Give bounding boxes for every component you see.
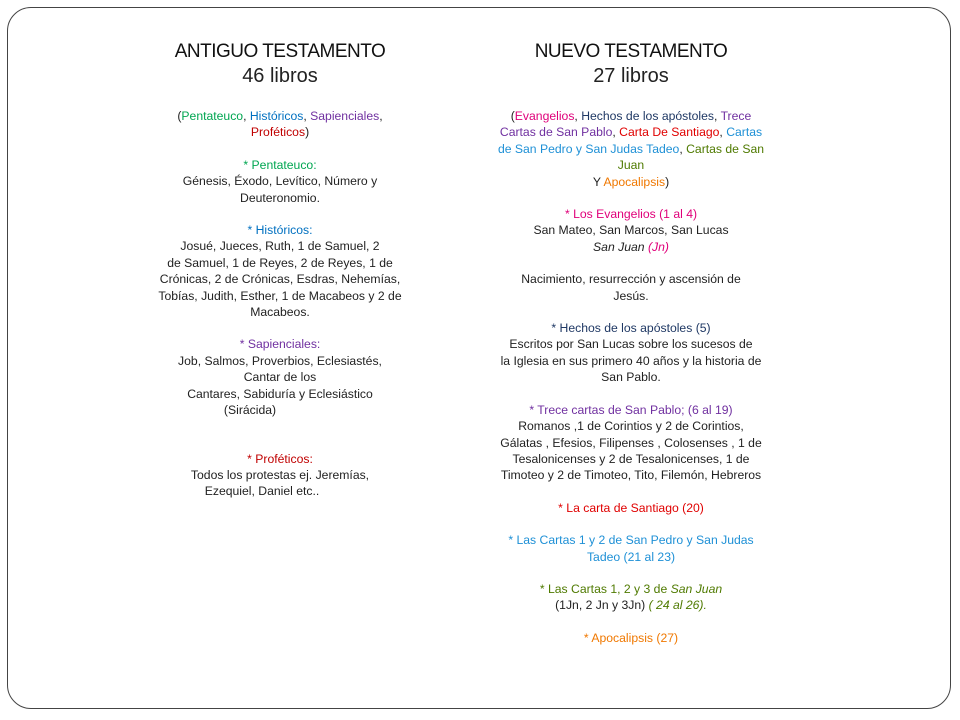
historicos-line: de Samuel, 1 de Reyes, 2 de Reyes, 1 de: [167, 255, 393, 270]
sapienciales-line: (Sirácida): [223, 403, 277, 418]
paren-close: ): [665, 174, 670, 189]
evangelios-jn: (Jn): [647, 239, 669, 254]
juan-title: [468, 581, 794, 597]
santiago-section: [468, 500, 794, 516]
nuevo-testamento-column: [468, 40, 794, 646]
sep: ,: [719, 125, 727, 140]
nuevo-heading: NUEVO TESTAMENTO: [534, 41, 728, 62]
hechos-line: San Pablo.: [601, 370, 661, 385]
historicos-line: Tobías, Judith, Esther, 1 de Macabeos y 2 de: [158, 288, 402, 303]
profeticos-title: * Proféticos:: [247, 451, 313, 466]
antiguo-count: 46 libros: [242, 65, 318, 87]
sep: ,: [714, 109, 721, 123]
cat-pedro: de San Pedro y San Judas Tadeo: [497, 141, 680, 156]
cat-juan: Juan: [617, 158, 645, 173]
juan-title-b: San Juan: [670, 581, 723, 596]
apocalipsis-section: [468, 630, 794, 646]
profeticos-line: Ezequiel, Daniel etc..: [204, 484, 320, 499]
sep: ,: [574, 109, 582, 123]
historicos-line: Crónicas, 2 de Crónicas, Esdras, Nehemías,: [159, 272, 401, 287]
pentateuco-title: * Pentateuco:: [243, 157, 317, 172]
evangelios-title: * Los Evangelios (1 al 4): [564, 207, 698, 222]
pentateuco-section: [120, 157, 440, 206]
antiguo-heading: ANTIGUO TESTAMENTO: [174, 41, 386, 62]
cat-pentateuco: Pentateuco: [181, 109, 244, 123]
sapienciales-line: Cantar de los: [243, 370, 317, 385]
sapienciales-line: Cantares, Sabiduría y Eclesiástico: [187, 386, 373, 401]
pedro-line: * Las Cartas 1 y 2 de San Pedro y San Judas: [508, 533, 754, 548]
sep: ,: [679, 141, 687, 156]
evangelios-line: [468, 239, 794, 255]
cat-sapienciales: Sapienciales: [310, 109, 380, 123]
cat-historicos: Históricos: [249, 109, 304, 123]
cat-hechos: Hechos de los apóstoles: [581, 109, 714, 123]
apocalipsis-title: * Apocalipsis (27): [583, 630, 679, 645]
cat-juan: Cartas de San: [686, 141, 765, 156]
cat-apocalipsis: Apocalipsis: [603, 174, 666, 189]
historicos-title: * Históricos:: [247, 223, 313, 238]
pentateuco-books: Génesis, Éxodo, Levítico, Número y Deuteronomio.: [182, 174, 378, 205]
trece-cartas-section: [468, 402, 794, 484]
profeticos-line: Todos los protestas ej. Jeremías,: [190, 467, 370, 482]
juan-line: [468, 597, 794, 613]
cat-y: Y: [592, 174, 604, 189]
sapienciales-title: * Sapienciales:: [239, 337, 321, 352]
sep: ,: [303, 109, 311, 123]
hechos-line: la Iglesia en sus primero 40 años y la historia de: [500, 353, 762, 368]
hechos-line: Escritos por San Lucas sobre los sucesos de: [509, 337, 753, 352]
evangelios-line: Jesús.: [613, 288, 649, 303]
sep: ,: [612, 125, 620, 140]
evangelios-line: San Mateo, San Marcos, San Lucas: [533, 223, 729, 238]
cat-trece: Trece: [720, 109, 752, 123]
hechos-section: [468, 320, 794, 386]
pedro-line: Tadeo (21 al 23): [586, 549, 676, 564]
sapienciales-line: Job, Salmos, Proverbios, Eclesiastés,: [178, 353, 382, 368]
trece-line: Romanos ,1 de Corintios y 2 de Corintios,: [518, 419, 744, 434]
paren-close: ): [305, 125, 310, 140]
evangelios-juan: San Juan: [593, 239, 648, 254]
historicos-section: [120, 222, 440, 320]
juan-title-a: * Las Cartas 1, 2 y 3 de: [539, 581, 671, 596]
antiguo-testamento-column: [120, 40, 440, 500]
paren-open: (: [510, 109, 515, 123]
trece-line: Tesalonicenses y 2 de Tesalonicenses, 1 de: [512, 451, 750, 466]
hechos-title: * Hechos de los apóstoles (5): [551, 321, 711, 336]
juan-range: ( 24 al 26).: [648, 598, 707, 613]
cat-santiago: Carta De Santiago: [619, 125, 720, 140]
sep: ,: [379, 109, 383, 123]
trece-title: * Trece cartas de San Pablo; (6 al 19): [529, 402, 733, 417]
antiguo-categories: [120, 108, 440, 141]
cat-profeticos: Proféticos: [250, 125, 306, 140]
sep: ,: [243, 109, 250, 123]
nuevo-count: 27 libros: [593, 65, 669, 87]
juan-section: [468, 581, 794, 614]
cat-trece: Cartas de San Pablo: [499, 125, 613, 140]
paren-open: (: [177, 109, 182, 123]
evangelios-section: [468, 206, 794, 304]
historicos-line: Macabeos.: [250, 305, 310, 320]
sapienciales-section: [120, 336, 440, 418]
nuevo-categories: [468, 108, 794, 190]
profeticos-section: [120, 451, 440, 500]
pedro-judas-section: [468, 532, 794, 565]
trece-line: Timoteo y 2 de Timoteo, Tito, Filemón, Hebreros: [500, 468, 762, 483]
evangelios-line: Nacimiento, resurrección y ascensión de: [521, 272, 741, 287]
trece-line: Gálatas , Efesios, Filipenses , Colosenses , 1 de: [500, 435, 762, 450]
historicos-line: Josué, Jueces, Ruth, 1 de Samuel, 2: [180, 239, 380, 254]
cat-evangelios: Evangelios: [514, 109, 575, 123]
juan-abbr: (1Jn, 2 Jn y 3Jn): [555, 598, 649, 613]
santiago-title: * La carta de Santiago (20): [558, 500, 704, 515]
cat-pedro: Cartas: [726, 125, 763, 140]
